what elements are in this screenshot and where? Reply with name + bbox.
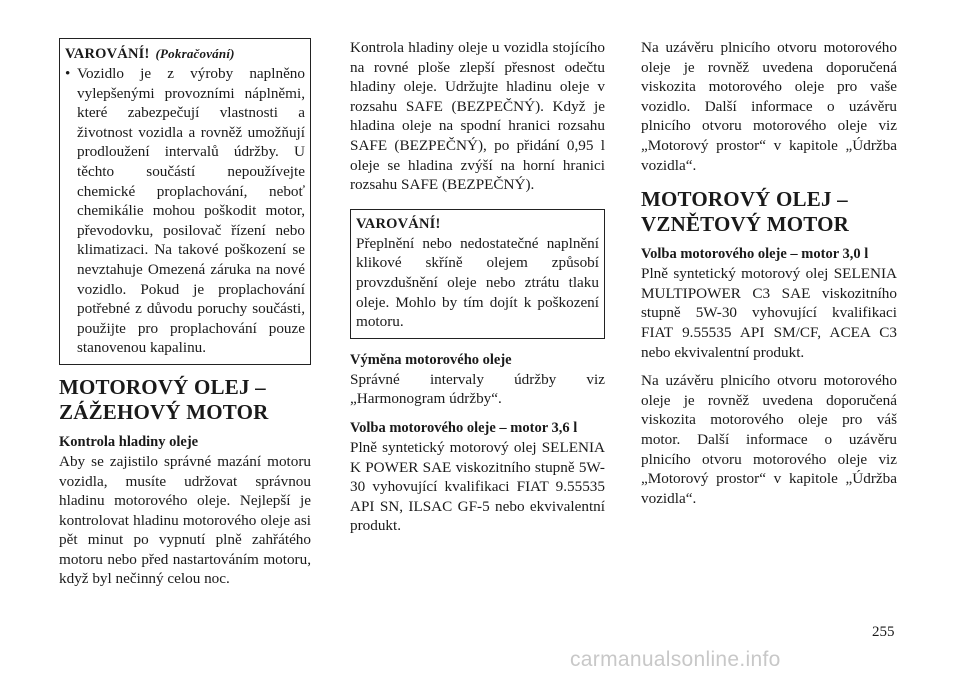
subheading-oil-level-check: Kontrola hladiny oleje xyxy=(59,433,199,450)
warning-title: VAROVÁNÍ! xyxy=(356,215,441,232)
warning-title: VAROVÁNÍ! xyxy=(65,46,150,62)
warning-box-overfill xyxy=(350,209,605,339)
column-middle xyxy=(350,38,605,536)
subheading-oil-selection-3-0: Volba motorového oleje – motor 3,0 l xyxy=(641,246,869,263)
warning-text: Přeplnění nebo nedostatečné naplnění klikové skříně olejem způsobí provzdušnění oleje nebo ztrátu tlaku oleje. Mohlo by tím dojít k poškození motoru. xyxy=(356,234,599,331)
column-left xyxy=(59,38,311,589)
warning-box-continued xyxy=(59,38,311,365)
column-right xyxy=(641,38,897,508)
section-heading-diesel-engine-oil: MOTOROVÝ OLEJ – VZNĚTOVÝ MOTOR xyxy=(641,187,849,237)
paragraph-filler-cap-info-diesel: Na uzávěru plnicího otvoru motorového oleje je rovněž uvedena doporučená viskozita motorového oleje pro váš motor. Další informace o uzávěru plnicího otvoru motorového oleje viz „Motorový prostor“ v kapitole „Údržba vozidla“. xyxy=(641,372,897,507)
paragraph-oil-spec-3-0: Plně syntetický motorový olej SELENIA MULTIPOWER C3 SAE viskozitního stupně 5W-30 vyhovující kvalifikaci FIAT 9.55535 API SM/CF, ACEA C3 nebo ekvivalentní produkt. xyxy=(641,265,897,361)
warning-bullet-text: Vozidlo je z výroby naplněno vylepšenými provozními náplněmi, které zabezpečují vlastnosti a životnost vozidla a rovněž umožňují prodloužení intervalů údržby. U těchto součástí nepoužívejte chemické proplachování, neboť chemikálie mohou poškodit motor, převodovku, posilovač řízení nebo klimatizaci. Na takové poškození se nevztahuje Omezená záruka na nové vozidlo. Pokud je proplachování potřebné z důvodu poruchy součásti, použijte pro proplachování pouze stanovenou kapalinu. xyxy=(77,65,305,357)
bullet-icon: • xyxy=(65,65,71,82)
section-heading-petrol-engine-oil: MOTOROVÝ OLEJ – ZÁŽEHOVÝ MOTOR xyxy=(59,374,269,424)
warning-title-row xyxy=(65,44,305,64)
paragraph-oil-level-check: Aby se zajistilo správné mazání motoru vozidla, musíte udržovat správnou hladinu motorového oleje. Nejlepší je kontrolovat hladinu motorového oleje asi pět minut po vypnutí plně zahřátého motoru nebo před nastartováním motoru, když byl nečinný celou noc. xyxy=(59,452,311,588)
warning-continued-label: (Pokračování) xyxy=(155,46,235,61)
subheading-oil-selection-3-6: Volba motorového oleje – motor 3,6 l xyxy=(350,419,578,436)
watermark: carmanualsonline.info xyxy=(570,648,781,671)
paragraph-oil-level-safe-range: Kontrola hladiny oleje u vozidla stojícího na rovné ploše zlepší přesnost odečtu hladiny oleje. Udržujte hladinu oleje v rozsahu SAFE (BEZPEČNÝ). Když je hladina oleje na spodní hranici rozsahu SAFE (BEZPEČNÝ), po přidání 0,95 l oleje se hladina zvýší na horní hranici rozsahu SAFE (BEZPEČNÝ). xyxy=(350,39,605,194)
page-number: 255 xyxy=(872,624,895,640)
paragraph-oil-spec-3-6: Plně syntetický motorový olej SELENIA K POWER SAE viskozitního stupně 5W-30 vyhovující kvalifikaci FIAT 9.55535 API SN, ILSAC GF-5 nebo ekvivalentní produkt. xyxy=(350,438,605,535)
subheading-oil-change: Výměna motorového oleje xyxy=(350,351,512,368)
paragraph-filler-cap-info: Na uzávěru plnicího otvoru motorového oleje je rovněž uvedena doporučená viskozita motorového oleje pro vaše vozidlo. Další informace o uzávěru plnicího otvoru motorového oleje viz „Motorový prostor“ v kapitole „Údržba vozidla“. xyxy=(641,39,897,174)
warning-bullet-item xyxy=(65,64,305,358)
paragraph-maintenance-intervals: Správné intervaly údržby viz „Harmonogram údržby“. xyxy=(350,370,605,408)
